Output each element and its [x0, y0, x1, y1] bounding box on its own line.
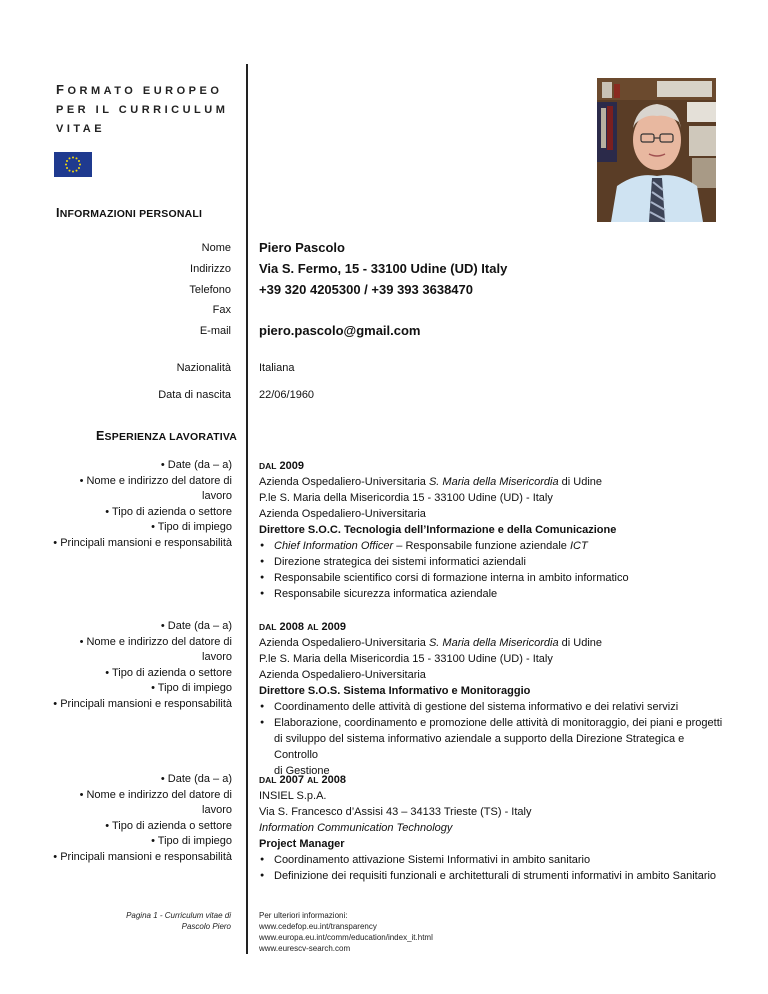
duty-item: ● Coordinamento attivazione Sistemi Informativi in ambito sanitario: [259, 852, 729, 868]
employer-text-end: di Udine: [558, 637, 602, 649]
employer-label-cont: lavoro: [202, 651, 232, 663]
page-footer-right: [259, 910, 433, 954]
email-label: E-mail: [199, 325, 231, 337]
dates-from-prefix: DAL: [259, 622, 277, 632]
job-dates: [259, 772, 729, 788]
job-sector: Azienda Ospedaliero-Universitaria: [259, 508, 426, 520]
phone-label: Telefono: [189, 284, 231, 296]
dates-from: 2007: [279, 774, 305, 786]
duties-list: [259, 852, 729, 884]
portrait-photo: [597, 78, 716, 222]
dates-label: • Date (da – a): [160, 773, 232, 785]
job-1: [259, 458, 729, 602]
job-address: P.le S. Maria della Misericordia 15 - 33100 Udine (UD) - Italy: [259, 492, 553, 504]
job-employer: [259, 474, 729, 490]
duty-item: ● Definizione dei requisiti funzionali e architetturali di strumenti informativi in ambito Sanitario: [259, 868, 729, 884]
duties-list: [259, 699, 729, 779]
duty-text: – Responsabile funzione aziendale: [393, 540, 570, 552]
dates-to-prefix: AL: [307, 622, 319, 632]
duty-item: ● Responsabile sicurezza informatica aziendale: [259, 586, 729, 602]
employer-text: Azienda Ospedaliero-Universitaria: [259, 637, 429, 649]
sector-label: • Tipo di azienda o settore: [105, 819, 232, 832]
heading-initial: E: [96, 429, 105, 443]
footer-link-eurescv[interactable]: www.eurescv-search.com: [259, 944, 351, 953]
job-2: [259, 619, 729, 779]
job-address: Via S. Francesco d’Assisi 43 – 34133 Trieste (TS) - Italy: [259, 806, 532, 818]
duty-item: [259, 538, 729, 554]
dates-label: • Date (da – a): [160, 459, 232, 471]
title-line-3: VITAE: [56, 123, 106, 135]
title-line-2: PER IL CURRICULUM: [56, 104, 229, 116]
job-type: Direttore S.O.S. Sistema Informativo e Monitoraggio: [259, 685, 531, 697]
employer-label: • Nome e indirizzo del datore di: [79, 474, 232, 487]
job-type: Direttore S.O.C. Tecnologia dell’Informazione e della Comunicazione: [259, 524, 617, 536]
fax-label: Fax: [212, 304, 231, 316]
sector-label: • Tipo di azienda o settore: [105, 505, 232, 518]
footer-link-cedefop[interactable]: www.cedefop.eu.int/transparency: [259, 922, 377, 931]
dates-from: 2008: [279, 621, 305, 633]
nationality-value: Italiana: [259, 362, 295, 374]
job-type-label: • Tipo di impiego: [151, 682, 232, 694]
dates-label: • Date (da – a): [160, 620, 232, 632]
employer-label: • Nome e indirizzo del datore di: [79, 635, 232, 648]
name-value: Piero Pascolo: [259, 240, 345, 255]
duty-item: [259, 715, 729, 779]
job-1-labels: [32, 458, 232, 551]
duty-italic: Chief Information Officer: [274, 540, 394, 552]
employer-label: • Nome e indirizzo del datore di: [79, 788, 232, 801]
employer-label-cont: lavoro: [202, 490, 232, 502]
job-employer: [259, 635, 729, 651]
duties-list: [259, 538, 729, 602]
job-employer: INSIEL S.p.A.: [259, 790, 327, 802]
heading-text: NFORMAZIONI PERSONALI: [59, 208, 203, 220]
column-divider: [246, 64, 248, 954]
eu-flag-icon: [54, 152, 92, 177]
job-dates: [259, 619, 729, 635]
job-3: [259, 772, 729, 884]
experience-heading: [96, 429, 237, 443]
job-type: Project Manager: [259, 838, 345, 850]
duty-item: ● Responsabile scientifico corsi di formazione interna in ambito informatico: [259, 570, 729, 586]
job-address: P.le S. Maria della Misericordia 15 - 33100 Udine (UD) - Italy: [259, 653, 553, 665]
dates-to: 2008: [321, 774, 346, 786]
heading-text: SPERIENZA LAVORATIVA: [104, 431, 238, 443]
job-dates: [259, 458, 729, 474]
address-label: Indirizzo: [190, 263, 231, 275]
duty-item: ● Direzione strategica dei sistemi informatici aziendali: [259, 554, 729, 570]
document-title: [56, 80, 228, 139]
duties-label: • Principali mansioni e responsabilità: [53, 697, 232, 710]
employer-text-end: di Udine: [558, 476, 602, 488]
duty-line: Elaborazione, coordinamento e promozione delle attività di monitoraggio, dei piani e progetti: [274, 717, 723, 729]
birth-date-label: Data di nascita: [158, 389, 231, 401]
personal-info-heading: [56, 206, 202, 220]
email-value[interactable]: piero.pascolo@gmail.com: [259, 323, 421, 338]
dates-from: 2009: [279, 460, 305, 472]
employer-text: Azienda Ospedaliero-Universitaria: [259, 476, 429, 488]
title-line-1: ORMATO EUROPEO: [67, 85, 223, 97]
duties-label: • Principali mansioni e responsabilità: [53, 850, 232, 863]
duties-label: • Principali mansioni e responsabilità: [53, 536, 232, 549]
footer-owner: Pascolo Piero: [181, 922, 231, 931]
dates-from-prefix: DAL: [259, 775, 277, 785]
footer-info-label: Per ulteriori informazioni:: [259, 911, 348, 920]
birth-date-value: 22/06/1960: [259, 389, 315, 401]
dates-to-prefix: AL: [307, 775, 319, 785]
job-3-labels: [32, 772, 232, 865]
job-type-label: • Tipo di impiego: [151, 835, 232, 847]
job-sector: Information Communication Technology: [259, 822, 453, 834]
address-value: Via S. Fermo, 15 - 33100 Udine (UD) Italy: [259, 261, 508, 276]
phone-value: +39 320 4205300 / +39 393 3638470: [259, 282, 473, 297]
footer-link-europa[interactable]: www.europa.eu.int/comm/education/index_it.html: [259, 933, 433, 942]
employer-italic: S. Maria della Misericordia: [428, 476, 559, 488]
job-sector: Azienda Ospedaliero-Universitaria: [259, 669, 426, 681]
sector-label: • Tipo di azienda o settore: [105, 666, 232, 679]
title-initial: F: [56, 82, 68, 97]
dates-from-prefix: DAL: [259, 461, 277, 471]
employer-label-cont: lavoro: [202, 804, 232, 816]
duty-line: di sviluppo del sistema informativo aziendale a supporto della Direzione Strategica e Controllo: [274, 733, 685, 761]
job-type-label: • Tipo di impiego: [151, 521, 232, 533]
job-2-labels: [32, 619, 232, 712]
nationality-label: Nazionalità: [176, 362, 231, 374]
heading-initial: I: [56, 206, 60, 220]
page-footer-left: [126, 910, 231, 932]
duty-line: di Gestione: [274, 765, 330, 777]
employer-italic: S. Maria della Misericordia: [428, 637, 559, 649]
name-label: Nome: [201, 242, 231, 254]
duty-italic-end: ICT: [569, 540, 588, 552]
duty-item: ● Coordinamento delle attività di gestione del sistema informativo e dei relativi servizi: [259, 699, 729, 715]
dates-to: 2009: [321, 621, 346, 633]
footer-page-info: Pagina 1 - Curriculum vitae di: [126, 911, 231, 920]
